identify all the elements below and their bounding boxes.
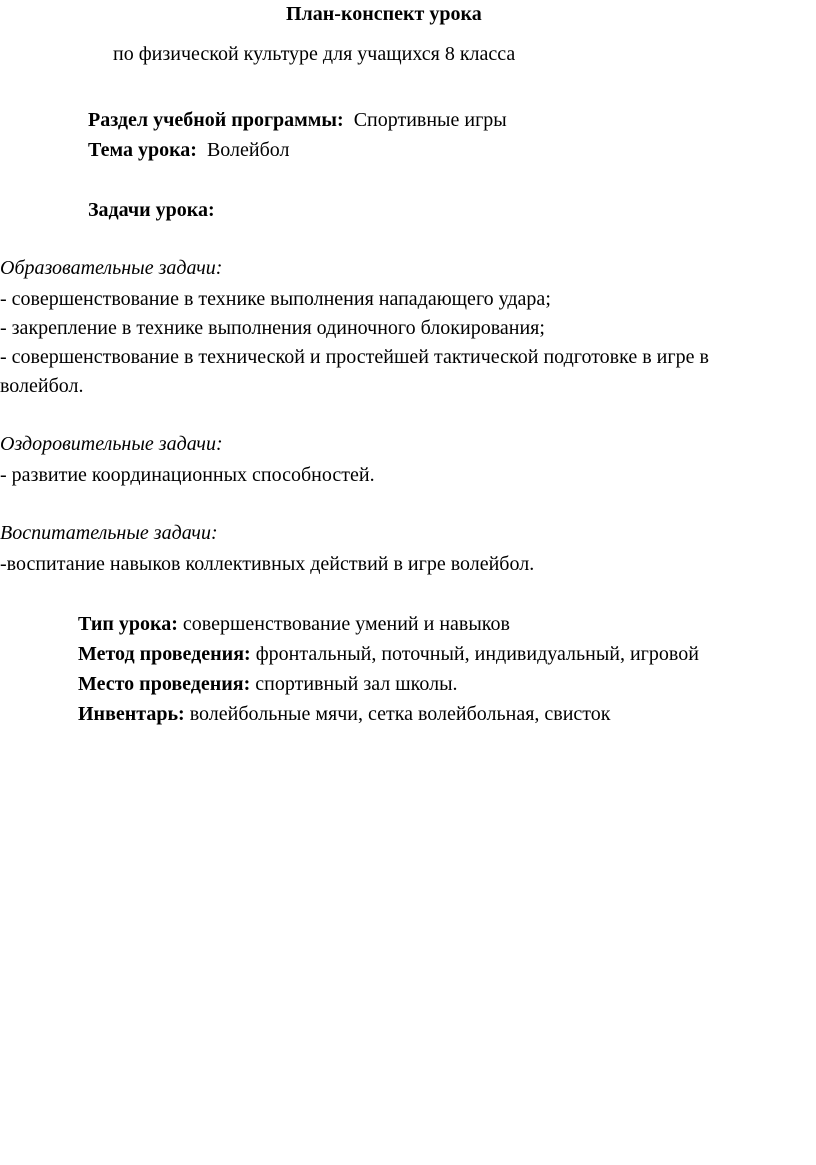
equipment-row bbox=[78, 700, 611, 728]
health-heading: Оздоровительные задачи: bbox=[0, 433, 223, 455]
list-item: - совершенствование в технике выполнения нападающего удара; bbox=[0, 288, 551, 310]
tasks-heading: Задачи урока: bbox=[88, 199, 215, 221]
page-subtitle: по физической культуре для учащихся 8 класса bbox=[113, 43, 516, 65]
equipment-value: волейбольные мячи, сетка волейбольная, свисток bbox=[189, 703, 611, 725]
method-value: фронтальный, поточный, индивидуальный, игровой bbox=[255, 643, 699, 665]
lesson-type-label: Тип урока: bbox=[78, 613, 178, 635]
list-item: -воспитание навыков коллективных действий в игре волейбол. bbox=[0, 553, 535, 575]
equipment-label: Инвентарь: bbox=[78, 703, 185, 725]
upbringing-heading: Воспитательные задачи: bbox=[0, 522, 218, 544]
list-item: - развитие координационных способностей. bbox=[0, 464, 375, 486]
lesson-type-value: совершенствование умений и навыков bbox=[182, 613, 510, 635]
section-row bbox=[88, 106, 507, 134]
section-label: Раздел учебной программы: bbox=[88, 109, 344, 131]
section-value: Спортивные игры bbox=[353, 109, 507, 131]
place-value: спортивный зал школы. bbox=[255, 673, 458, 695]
place-label: Место проведения: bbox=[78, 673, 251, 695]
educational-heading: Образовательные задачи: bbox=[0, 257, 223, 279]
page-title: План-конспект урока bbox=[286, 3, 482, 25]
lesson-type-row bbox=[78, 610, 510, 638]
method-label: Метод проведения: bbox=[78, 643, 251, 665]
method-row bbox=[78, 640, 699, 668]
topic-label: Тема урока: bbox=[88, 139, 197, 161]
list-item: - закрепление в технике выполнения одиночного блокирования; bbox=[0, 317, 545, 339]
place-row bbox=[78, 670, 458, 698]
topic-row bbox=[88, 136, 289, 164]
list-item: волейбол. bbox=[0, 375, 84, 397]
list-item: - совершенствование в технической и простейшей тактической подготовке в игре в bbox=[0, 346, 709, 368]
topic-value: Волейбол bbox=[206, 139, 290, 161]
